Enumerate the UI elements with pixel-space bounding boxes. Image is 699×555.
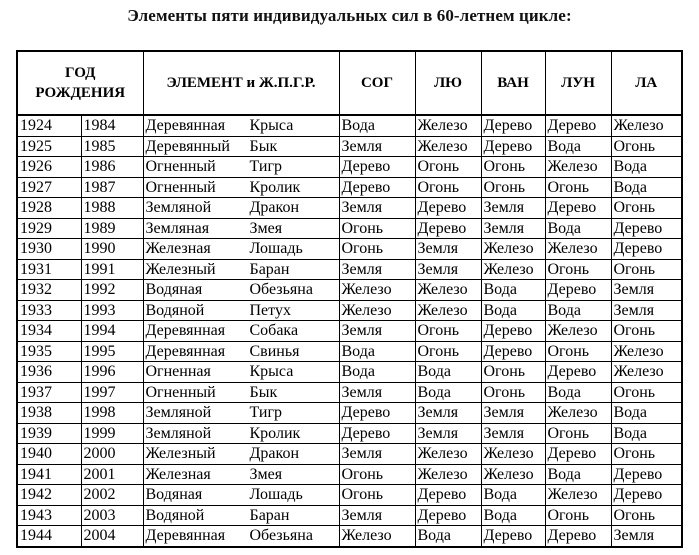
- element-animal-pair: [146, 280, 339, 299]
- cell-lun: Дерево: [545, 115, 611, 136]
- cell-lun: Дерево: [545, 362, 611, 383]
- cell-la: Огонь: [611, 259, 682, 280]
- cell-year-second: 1984: [81, 115, 143, 136]
- cell-element: Водяной: [145, 301, 205, 319]
- cell-van: Огонь: [481, 157, 545, 178]
- table-row: [17, 505, 682, 526]
- cell-lyu: Вода: [415, 362, 481, 383]
- cell-van: Железо: [481, 464, 545, 485]
- cell-la: Вода: [611, 157, 682, 178]
- cell-sog: Огонь: [339, 239, 415, 260]
- cell-element-animal: [143, 280, 339, 301]
- cell-la: Дерево: [611, 485, 682, 506]
- table-row: [17, 218, 682, 239]
- table-row: [17, 198, 682, 219]
- cell-lun: Вода: [545, 464, 611, 485]
- cell-animal: Змея: [249, 219, 283, 237]
- cell-animal: Свинья: [249, 342, 300, 360]
- cell-sog: Земля: [339, 198, 415, 219]
- cell-element: Водяной: [145, 506, 205, 524]
- cell-sog: Железо: [339, 300, 415, 321]
- cell-van: Дерево: [481, 321, 545, 342]
- cell-lun: Железо: [545, 403, 611, 424]
- cell-van: Вода: [481, 505, 545, 526]
- cell-lyu: Железо: [415, 280, 481, 301]
- cell-van: Земля: [481, 218, 545, 239]
- cell-lyu: Дерево: [415, 485, 481, 506]
- cell-sog: Огонь: [339, 218, 415, 239]
- cell-sog: Земля: [339, 382, 415, 403]
- cell-element-animal: [143, 485, 339, 506]
- cell-year-second: 2000: [81, 444, 143, 465]
- cell-year-second: 2003: [81, 505, 143, 526]
- cell-lyu: Железо: [415, 300, 481, 321]
- cell-animal: Лошадь: [249, 240, 303, 258]
- cell-element: Огненный: [145, 158, 216, 176]
- cell-lun: Дерево: [545, 198, 611, 219]
- cell-element-animal: [143, 341, 339, 362]
- cell-element: Огненный: [145, 383, 216, 401]
- cell-year-first: 1931: [17, 259, 81, 280]
- cell-year-second: 1998: [81, 403, 143, 424]
- cell-la: Железо: [611, 115, 682, 136]
- table-row: [17, 485, 682, 506]
- cell-animal: Кролик: [249, 424, 301, 442]
- element-animal-pair: [146, 444, 339, 463]
- cell-lyu: Огонь: [415, 157, 481, 178]
- cell-element-animal: [143, 300, 339, 321]
- cell-la: Дерево: [611, 464, 682, 485]
- cell-lyu: Огонь: [415, 321, 481, 342]
- table-row: [17, 157, 682, 178]
- cell-la: Земля: [611, 526, 682, 547]
- cell-sog: Дерево: [339, 423, 415, 444]
- cell-la: Огонь: [611, 382, 682, 403]
- cell-element: Земляная: [145, 219, 210, 237]
- cell-element-animal: [143, 136, 339, 157]
- cell-element: Водяная: [145, 281, 203, 299]
- element-animal-pair: [146, 219, 339, 238]
- cell-element-animal: [143, 115, 339, 136]
- element-animal-pair: [146, 198, 339, 217]
- cell-la: Дерево: [611, 239, 682, 260]
- cell-animal: Крыса: [249, 363, 294, 381]
- cell-sog: Дерево: [339, 403, 415, 424]
- table-row: [17, 280, 682, 301]
- cell-year-first: 1933: [17, 300, 81, 321]
- cell-la: Дерево: [611, 218, 682, 239]
- element-animal-pair: [146, 178, 339, 197]
- table-row: [17, 300, 682, 321]
- cell-van: Железо: [481, 444, 545, 465]
- cell-year-first: 1932: [17, 280, 81, 301]
- cell-animal: Собака: [249, 322, 299, 340]
- cell-animal: Змея: [249, 465, 283, 483]
- cell-sog: Огонь: [339, 485, 415, 506]
- cell-element-animal: [143, 403, 339, 424]
- cell-animal: Бык: [249, 383, 278, 401]
- cell-sog: Земля: [339, 136, 415, 157]
- cell-lyu: Железо: [415, 464, 481, 485]
- cell-sog: Вода: [339, 362, 415, 383]
- element-animal-pair: [146, 321, 339, 340]
- cell-animal: Лошадь: [249, 486, 303, 504]
- cell-animal: Баран: [249, 260, 290, 278]
- cell-lyu: Земля: [415, 403, 481, 424]
- cell-lun: Дерево: [545, 280, 611, 301]
- cell-lun: Железо: [545, 321, 611, 342]
- cell-animal: Бык: [249, 137, 278, 155]
- cell-element: Водяная: [145, 486, 203, 504]
- cell-element: Железный: [145, 445, 216, 463]
- element-animal-pair: [146, 301, 339, 320]
- element-animal-pair: [146, 506, 339, 525]
- table-row: [17, 115, 682, 136]
- table-row: [17, 362, 682, 383]
- cell-element-animal: [143, 464, 339, 485]
- cell-la: Огонь: [611, 505, 682, 526]
- cell-van: Вода: [481, 485, 545, 506]
- cell-year-second: 1988: [81, 198, 143, 219]
- cell-sog: Дерево: [339, 177, 415, 198]
- cell-element-animal: [143, 382, 339, 403]
- cell-year-first: 1940: [17, 444, 81, 465]
- cell-van: Дерево: [481, 136, 545, 157]
- cell-element-animal: [143, 218, 339, 239]
- cell-year-first: 1944: [17, 526, 81, 547]
- cell-van: Железо: [481, 239, 545, 260]
- cell-year-second: 1997: [81, 382, 143, 403]
- element-animal-pair: [146, 137, 339, 156]
- sixty-year-cycle-table: [16, 50, 683, 548]
- table-row: [17, 403, 682, 424]
- cell-element: Земляной: [145, 404, 212, 422]
- element-animal-pair: [146, 260, 339, 279]
- cell-year-second: 1985: [81, 136, 143, 157]
- cell-element-animal: [143, 362, 339, 383]
- cell-lyu: Железо: [415, 115, 481, 136]
- cell-la: Огонь: [611, 321, 682, 342]
- cell-year-first: 1930: [17, 239, 81, 260]
- cell-sog: Земля: [339, 259, 415, 280]
- cell-la: Вода: [611, 403, 682, 424]
- element-animal-pair: [146, 383, 339, 402]
- cell-lyu: Огонь: [415, 341, 481, 362]
- cell-van: Огонь: [481, 177, 545, 198]
- cell-animal: Дракон: [249, 199, 300, 217]
- cell-lyu: Железо: [415, 136, 481, 157]
- cell-element: Деревянная: [145, 527, 226, 545]
- cell-lyu: Дерево: [415, 198, 481, 219]
- cell-sog: Вода: [339, 341, 415, 362]
- header-lyu: ЛЮ: [415, 51, 481, 115]
- cell-sog: Дерево: [339, 157, 415, 178]
- cell-element-animal: [143, 157, 339, 178]
- cell-animal: Тигр: [249, 158, 282, 176]
- cell-van: Железо: [481, 259, 545, 280]
- cell-lyu: Огонь: [415, 177, 481, 198]
- element-animal-pair: [146, 342, 339, 361]
- cell-element-animal: [143, 321, 339, 342]
- cell-element: Огненный: [145, 178, 216, 196]
- cell-element-animal: [143, 505, 339, 526]
- cell-lun: Огонь: [545, 177, 611, 198]
- cell-element-animal: [143, 239, 339, 260]
- element-animal-pair: [146, 485, 339, 504]
- cell-lun: Огонь: [545, 505, 611, 526]
- header-element: ЭЛЕМЕНТ и Ж.П.Г.Р.: [143, 51, 339, 115]
- cell-van: Земля: [481, 423, 545, 444]
- cell-year-second: 1990: [81, 239, 143, 260]
- cell-year-second: 1992: [81, 280, 143, 301]
- cell-lun: Железо: [545, 157, 611, 178]
- cell-year-second: 2004: [81, 526, 143, 547]
- cell-element-animal: [143, 423, 339, 444]
- cell-sog: Железо: [339, 526, 415, 547]
- cell-sog: Земля: [339, 321, 415, 342]
- element-animal-pair: [146, 157, 339, 176]
- cell-sog: Огонь: [339, 464, 415, 485]
- cell-element-animal: [143, 526, 339, 547]
- cell-lyu: Земля: [415, 423, 481, 444]
- cell-year-second: 1999: [81, 423, 143, 444]
- table-row: [17, 239, 682, 260]
- table-row: [17, 341, 682, 362]
- cell-year-second: 1987: [81, 177, 143, 198]
- cell-animal: Обезьяна: [249, 527, 313, 545]
- cell-la: Земля: [611, 300, 682, 321]
- table-body: [17, 115, 682, 547]
- table-row: [17, 382, 682, 403]
- cell-year-first: 1941: [17, 464, 81, 485]
- cell-year-second: 1996: [81, 362, 143, 383]
- cell-element: Деревянная: [145, 117, 226, 135]
- cell-lun: Дерево: [545, 444, 611, 465]
- cell-year-first: 1926: [17, 157, 81, 178]
- header-la: ЛА: [611, 51, 682, 115]
- element-animal-pair: [146, 239, 339, 258]
- table-row: [17, 464, 682, 485]
- cell-element: Деревянный: [145, 137, 230, 155]
- cell-lyu: Дерево: [415, 505, 481, 526]
- element-animal-pair: [146, 526, 339, 545]
- cell-year-second: 1989: [81, 218, 143, 239]
- cell-lun: Вода: [545, 136, 611, 157]
- header-birth-year: [17, 51, 143, 115]
- cell-lun: Огонь: [545, 341, 611, 362]
- header-year-line1: ГОД: [65, 65, 96, 81]
- cell-year-first: 1936: [17, 362, 81, 383]
- cell-lyu: Вода: [415, 526, 481, 547]
- cell-year-second: 1994: [81, 321, 143, 342]
- cell-la: Огонь: [611, 444, 682, 465]
- cell-van: Дерево: [481, 341, 545, 362]
- table-row: [17, 526, 682, 547]
- table-header-row: [17, 51, 682, 115]
- cell-element-animal: [143, 198, 339, 219]
- header-year-line2: РОЖДЕНИЯ: [35, 85, 126, 101]
- cell-la: Железо: [611, 362, 682, 383]
- cell-la: Огонь: [611, 198, 682, 219]
- table-row: [17, 177, 682, 198]
- cell-year-first: 1938: [17, 403, 81, 424]
- table-row: [17, 321, 682, 342]
- cell-sog: Земля: [339, 505, 415, 526]
- cell-year-first: 1935: [17, 341, 81, 362]
- table-row: [17, 136, 682, 157]
- cell-year-first: 1924: [17, 115, 81, 136]
- cell-year-first: 1925: [17, 136, 81, 157]
- cell-year-first: 1943: [17, 505, 81, 526]
- element-animal-pair: [146, 116, 339, 135]
- cell-lyu: Земля: [415, 259, 481, 280]
- cell-lyu: Железо: [415, 444, 481, 465]
- cell-lun: Железо: [545, 239, 611, 260]
- cell-year-first: 1927: [17, 177, 81, 198]
- cell-year-first: 1937: [17, 382, 81, 403]
- page-title: Элементы пяти индивидуальных сил в 60-летнем цикле:: [127, 6, 572, 25]
- cell-animal: Кролик: [249, 178, 301, 196]
- cell-animal: Тигр: [249, 404, 282, 422]
- table-row: [17, 259, 682, 280]
- cell-sog: Вода: [339, 115, 415, 136]
- cell-element: Земляной: [145, 199, 212, 217]
- cell-sog: Земля: [339, 444, 415, 465]
- cell-sog: Железо: [339, 280, 415, 301]
- cell-year-first: 1929: [17, 218, 81, 239]
- element-animal-pair: [146, 403, 339, 422]
- cell-year-first: 1928: [17, 198, 81, 219]
- cell-animal: Дракон: [249, 445, 300, 463]
- element-animal-pair: [146, 465, 339, 484]
- cell-year-second: 1991: [81, 259, 143, 280]
- cell-element: Деревянная: [145, 322, 226, 340]
- cell-lun: Железо: [545, 485, 611, 506]
- cell-element: Железный: [145, 260, 216, 278]
- table-row: [17, 444, 682, 465]
- cell-element-animal: [143, 177, 339, 198]
- cell-lun: Огонь: [545, 423, 611, 444]
- cell-year-first: 1939: [17, 423, 81, 444]
- cell-year-first: 1934: [17, 321, 81, 342]
- cell-element-animal: [143, 444, 339, 465]
- cell-lyu: Вода: [415, 382, 481, 403]
- cell-animal: Петух: [249, 301, 291, 319]
- cell-element: Земляной: [145, 424, 212, 442]
- header-sog: СОГ: [339, 51, 415, 115]
- cell-year-second: 1995: [81, 341, 143, 362]
- cell-la: Вода: [611, 177, 682, 198]
- cell-la: Железо: [611, 341, 682, 362]
- cell-element: Огненная: [145, 363, 211, 381]
- element-animal-pair: [146, 362, 339, 381]
- cell-lun: Вода: [545, 382, 611, 403]
- element-animal-pair: [146, 424, 339, 443]
- cell-lun: Вода: [545, 218, 611, 239]
- cell-lyu: Земля: [415, 239, 481, 260]
- cell-van: Вода: [481, 280, 545, 301]
- cell-year-first: 1942: [17, 485, 81, 506]
- cell-la: Земля: [611, 280, 682, 301]
- cell-van: Дерево: [481, 115, 545, 136]
- table-row: [17, 423, 682, 444]
- cell-animal: Крыса: [249, 117, 294, 135]
- cell-lyu: Дерево: [415, 218, 481, 239]
- header-lun: ЛУН: [545, 51, 611, 115]
- cell-van: Огонь: [481, 362, 545, 383]
- cell-lun: Дерево: [545, 526, 611, 547]
- cell-van: Дерево: [481, 526, 545, 547]
- cell-element: Железная: [145, 465, 211, 483]
- cell-year-second: 2002: [81, 485, 143, 506]
- cell-lun: Огонь: [545, 259, 611, 280]
- cell-element: Железная: [145, 240, 211, 258]
- cell-year-second: 1993: [81, 300, 143, 321]
- cell-animal: Обезьяна: [249, 281, 313, 299]
- cell-element-animal: [143, 259, 339, 280]
- cell-year-second: 2001: [81, 464, 143, 485]
- cell-van: Огонь: [481, 382, 545, 403]
- header-van: ВАН: [481, 51, 545, 115]
- cell-lun: Вода: [545, 300, 611, 321]
- cell-van: Земля: [481, 198, 545, 219]
- cell-la: Вода: [611, 423, 682, 444]
- cell-van: Земля: [481, 403, 545, 424]
- cell-animal: Баран: [249, 506, 290, 524]
- cell-van: Вода: [481, 300, 545, 321]
- cell-year-second: 1986: [81, 157, 143, 178]
- cell-element: Деревянная: [145, 342, 226, 360]
- cell-la: Огонь: [611, 136, 682, 157]
